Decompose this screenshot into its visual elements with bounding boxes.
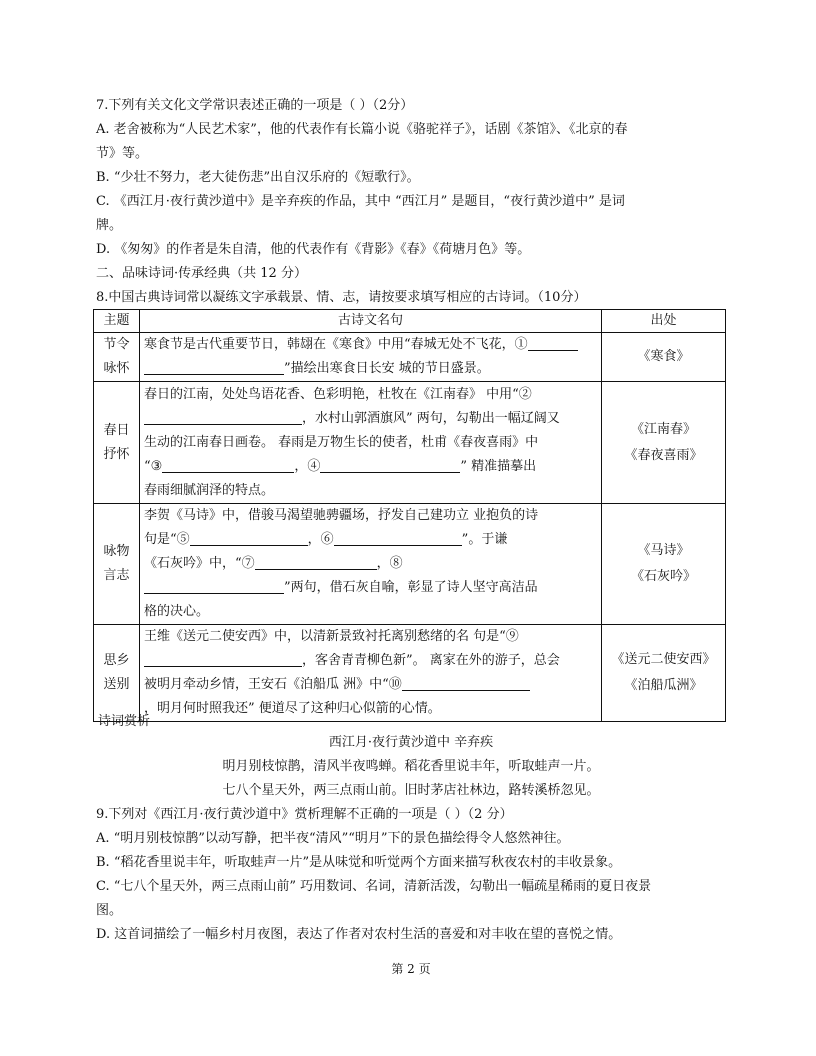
q9-option-c-line1: C. “七八个星天外，两三点雨山前” 巧用数词、名词，清新活泼，勾勒出一幅疏星稀雨的夏日夜景	[96, 879, 652, 894]
answer-blank-3[interactable]	[162, 458, 294, 473]
cell-line: 春日的江南，处处鸟语花香、色彩明艳，杜牧在《江南春》 中用“②	[144, 386, 532, 402]
answer-blank-1[interactable]	[528, 336, 578, 351]
cell-line: 被明月牵动乡情，王安石《泊船瓜 洲》中“⑩	[144, 673, 597, 697]
q7-option-d: D. 《匆匆》的作者是朱自清，他的代表作有《背影》《春》《荷塘月色》等。	[96, 242, 531, 257]
q9-option-c-line2: 图。	[96, 903, 123, 918]
source-cell: 《寒食》	[602, 333, 726, 382]
cell-line: 李贺《马诗》中，借骏马渴望驰骋疆场，抒发自己建功立 业抱负的诗	[144, 508, 539, 523]
poetry-table	[93, 309, 726, 722]
table-row	[94, 333, 726, 382]
q8-stem: 8.中国古典诗词常以凝练文字承载景、情、志，请按要求填写相应的古诗词。（10分）	[96, 290, 587, 305]
q7-option-b: B. “少壮不努力，老大徒伤悲”出自汉乐府的《短歌行》。	[96, 170, 420, 185]
cell-line: ，水村山郭酒旗风” 两句，勾勒出一幅辽阔又	[144, 407, 597, 431]
header-lines: 古诗文名句	[140, 310, 602, 333]
cell-line: ”描绘出寒食日长安 城的节日盛景。	[144, 357, 597, 381]
header-theme: 主题	[94, 310, 140, 333]
cell-line: ”两句，借石灰自喻，彰显了诗人坚守高洁品	[144, 576, 597, 600]
lines-cell	[140, 504, 602, 625]
answer-blank-1-cont[interactable]	[144, 360, 284, 375]
cell-line: 春雨细腻润泽的特点。	[144, 482, 275, 498]
cell-line: “③ ，④ ” 精准描摹出	[144, 458, 537, 474]
answer-blank-4[interactable]	[320, 458, 460, 473]
section-2-heading: 二、品味诗词·传承经典（共 12 分）	[96, 266, 307, 281]
q9-option-b: B. “稻花香里说丰年，听取蛙声一片”是从味觉和听觉两个方面来描写秋夜农村的丰收景象。	[96, 855, 622, 870]
table-row	[94, 382, 726, 504]
header-source: 出处	[602, 310, 726, 333]
page-number: 第 2 页	[391, 962, 431, 976]
q7-option-c-line1: C. 《西江月·夜行黄沙道中》是辛弃疾的作品，其中 “西江月” 是题目，“夜行黄沙道中” 是词	[96, 194, 625, 209]
lines-cell	[140, 382, 602, 504]
cell-line: 格的决心。	[144, 604, 210, 619]
poem-line-1: 明月别枝惊鹊，清风半夜鸣蝉。稻花香里说丰年，听取蛙声一片。	[222, 759, 600, 774]
q7-option-a-line1: A. 老舍被称为“人民艺术家”，他的代表作有长篇小说《骆驼祥子》，话剧《茶馆》、《北京的春	[96, 122, 628, 137]
theme-cell: 思乡 送别	[94, 625, 140, 722]
appreciation-label: 诗词赏析	[98, 714, 151, 729]
source-cell: 《马诗》 《石灰吟》	[602, 504, 726, 625]
table-row	[94, 625, 726, 722]
answer-blank-6[interactable]	[334, 531, 462, 546]
cell-line: 寒食节是古代重要节日，韩翃在《寒食》中用“春城无处不飞花，①	[144, 333, 597, 357]
q9-option-d: D. 这首词描绘了一幅乡村月夜图，表达了作者对农村生活的喜爱和对丰收在望的喜悦之情。	[96, 927, 622, 942]
lines-cell	[140, 333, 602, 382]
answer-blank-2[interactable]	[144, 410, 302, 425]
theme-cell: 节令 咏怀	[94, 333, 140, 382]
lines-cell	[140, 625, 602, 722]
q9-option-a: A. “明月别枝惊鹊”以动写静，把半夜“清风”“明月”下的景色描绘得令人悠然神往。	[96, 831, 570, 846]
cell-line: 句是“⑤ ，⑥ ”。于谦	[144, 532, 508, 547]
q7-option-a-line2: 节》等。	[96, 146, 149, 161]
answer-blank-8[interactable]	[144, 579, 284, 594]
source-cell: 《送元二使安西》 《泊船瓜洲》	[602, 625, 726, 722]
q7-stem: 7.下列有关文化文学常识表述正确的一项是（ ）（2分）	[96, 98, 414, 113]
q9-stem: 9.下列对《西江月·夜行黄沙道中》赏析理解不正确的一项是（ ）（2 分）	[96, 807, 513, 822]
cell-line: ，客舍青青柳色新”。 离家在外的游子，总会	[144, 649, 597, 673]
q7-option-c-line2: 牌。	[96, 218, 123, 233]
table-row	[94, 504, 726, 625]
cell-line: 生动的江南春日画卷。 春雨是万物生长的使者，杜甫《春夜喜雨》中	[144, 434, 539, 450]
poem-line-2: 七八个星天外，两三点雨山前。旧时茅店社林边，路转溪桥忽见。	[222, 783, 600, 798]
source-cell: 《江南春》 《春夜喜雨》	[602, 382, 726, 504]
theme-cell: 咏物 言志	[94, 504, 140, 625]
theme-cell: 春日 抒怀	[94, 382, 140, 504]
answer-blank-9[interactable]	[144, 652, 302, 667]
answer-blank-5[interactable]	[190, 531, 308, 546]
answer-blank-10[interactable]	[402, 676, 530, 691]
cell-line: 《石灰吟》中，“⑦ ，⑧	[144, 556, 403, 571]
answer-blank-7[interactable]	[255, 555, 377, 570]
cell-line: 王维《送元二使安西》中，以清新景致衬托离别愁绪的名 句是“⑨	[144, 629, 519, 644]
cell-line: ，明月何时照我还” 便道尽了这种归心似箭的心情。	[144, 701, 441, 716]
poem-title: 西江月·夜行黄沙道中 辛弃疾	[328, 735, 494, 750]
table-header-row	[94, 310, 726, 333]
